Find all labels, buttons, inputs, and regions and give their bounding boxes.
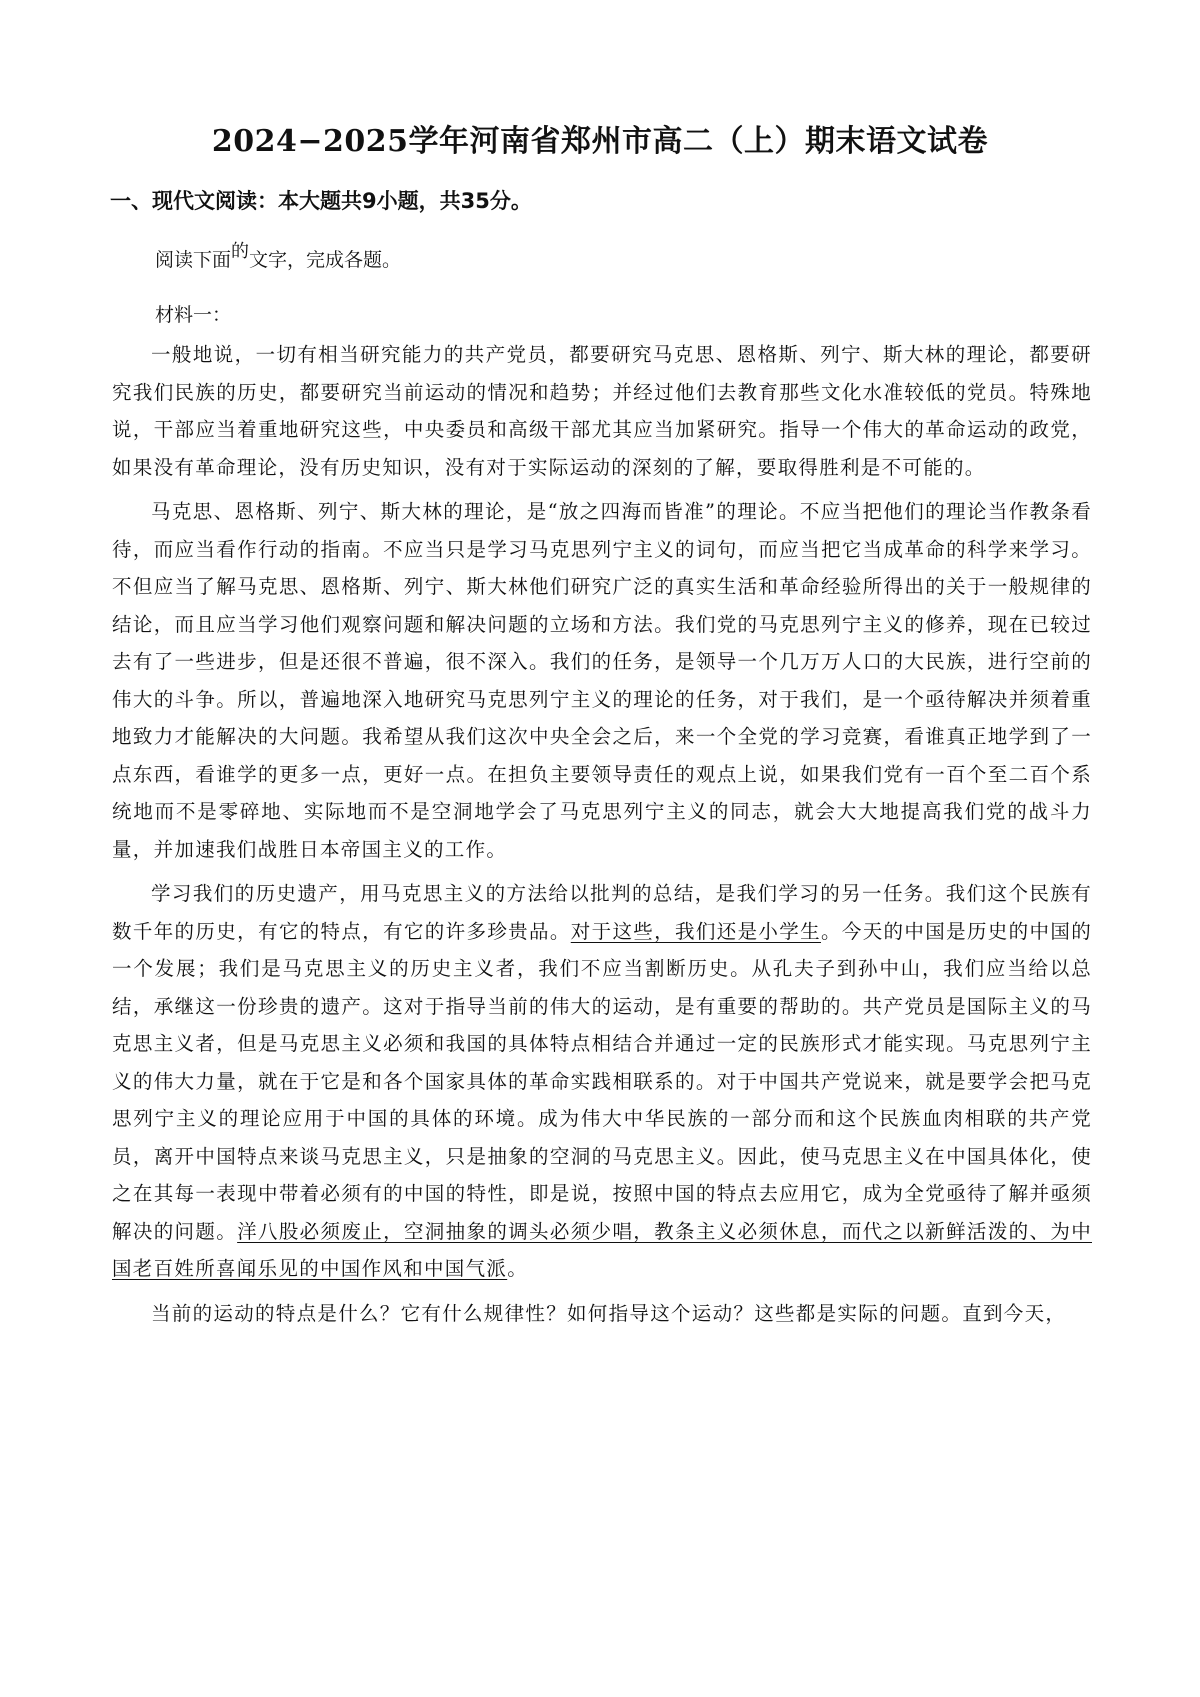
reading-instruction [155,241,402,277]
paragraph-3-text-c: 。 [507,1257,529,1280]
paragraph-3 [112,875,1092,1288]
paragraph-3-text-b: 。今天的中国是历史的中国的一个发展；我们是马克思主义的历史主义者，我们不应当割断历史。从孔夫子到孙中山，我们应当给以总结，承继这一份珍贵的遗产。这对于指导当前的伟大的运动，是有重要的帮助的。共产党员是国际主义的马克思主义者，但是马克思主义必须和我国的具体特点相结合并通过一定的民族形式才能实现。马克思列宁主义的伟大力量，就在于它是和各个国家具体的革命实践相联系的。对于中国共产党说来，就是要学会把马克思列宁主义的理论应用于中国的具体的环境。成为伟大中华民族的一部分而和这个民族血肉相联的共产党员，离开中国特点来谈马克思主义，只是抽象的空洞的马克思主义。因此，使马克思主义在中国具体化，使之在其每一表现中带着必须有的中国的特性，即是说，按照中国的特点去应用它，成为全党亟待了解并亟须解决的问题。 [112,919,1093,1243]
paragraph-4: 当前的运动的特点是什么？它有什么规律性？如何指导这个运动？这些都是实际的问题。直到今天， [151,1301,1067,1325]
page-title: 2024−2025学年河南省郑州市高二（上）期末语文试卷 [211,124,989,159]
paragraph-1: 一般地说，一切有相当研究能力的共产党员，都要研究马克思、恩格斯、列宁、斯大林的理论，都要研究我们民族的历史，都要研究当前运动的情况和趋势；并经过他们去教育那些文化水准较低的党员。特殊地说，干部应当着重地研究这些，中央委员和高级干部尤其应当加紧研究。指导一个伟大的革命运动的政党，如果没有革命理论，没有历史知识，没有对于实际运动的深刻的了解，要取得胜利是不可能的。 [112,343,1092,479]
section-heading: 一、现代文阅读：本大题共9小题，共35分。 [110,189,532,213]
instruction-text-before: 阅读下面 [155,249,232,271]
underlined-sentence-2: 洋八股必须废止，空洞抽象的调头必须少唱，教条主义必须休息，而代之以新鲜活泼的、为中国老百姓所喜闻乐见的中国作风和中国气派 [112,1219,1092,1280]
instruction-text-after: 文字，完成各题。 [249,249,402,271]
paragraph-2: 马克思、恩格斯、列宁、斯大林的理论，是“放之四海而皆准”的理论。不应当把他们的理论当作教条看待，而应当看作行动的指南。不应当只是学习马克思列宁主义的词句，而应当把它当成革命的科学来学习。不但应当了解马克思、恩格斯、列宁、斯大林他们研究广泛的真实生活和革命经验所得出的关于一般规律的结论，而且应当学习他们观察问题和解决问题的立场和方法。我们党的马克思列宁主义的修养，现在已较过去有了一些进步，但是还很不普遍，很不深入。我们的任务，是领导一个几万万人口的大民族，进行空前的伟大的斗争。所以，普遍地深入地研究马克思列宁主义的理论的任务，对于我们，是一个亟待解决并须着重地致力才能解决的大问题。我希望从我们这次中央全会之后，来一个全党的学习竞赛，看谁真正地学到了一点东西，看谁学的更多一点，更好一点。在担负主要领导责任的观点上说，如果我们党有一百个至二百个系统地而不是零碎地、实际地而不是空洞地学会了马克思列宁主义的同志，就会大大地提高我们党的战斗力量，并加速我们战胜日本帝国主义的工作。 [112,500,1092,861]
instruction-raised-char: 的 [231,241,250,262]
passage-body [112,336,1092,1339]
underlined-sentence-1: 对于这些，我们还是小学生 [570,919,821,943]
material-label: 材料一： [155,304,232,326]
paragraph-3-text-a: 学习我们的历史遗产，用马克思主义的方法给以批判的总结，是我们学习的另一任务。我们这个民族有数千年的历史，有它的特点，有它的许多珍贵品。 [112,882,1092,943]
